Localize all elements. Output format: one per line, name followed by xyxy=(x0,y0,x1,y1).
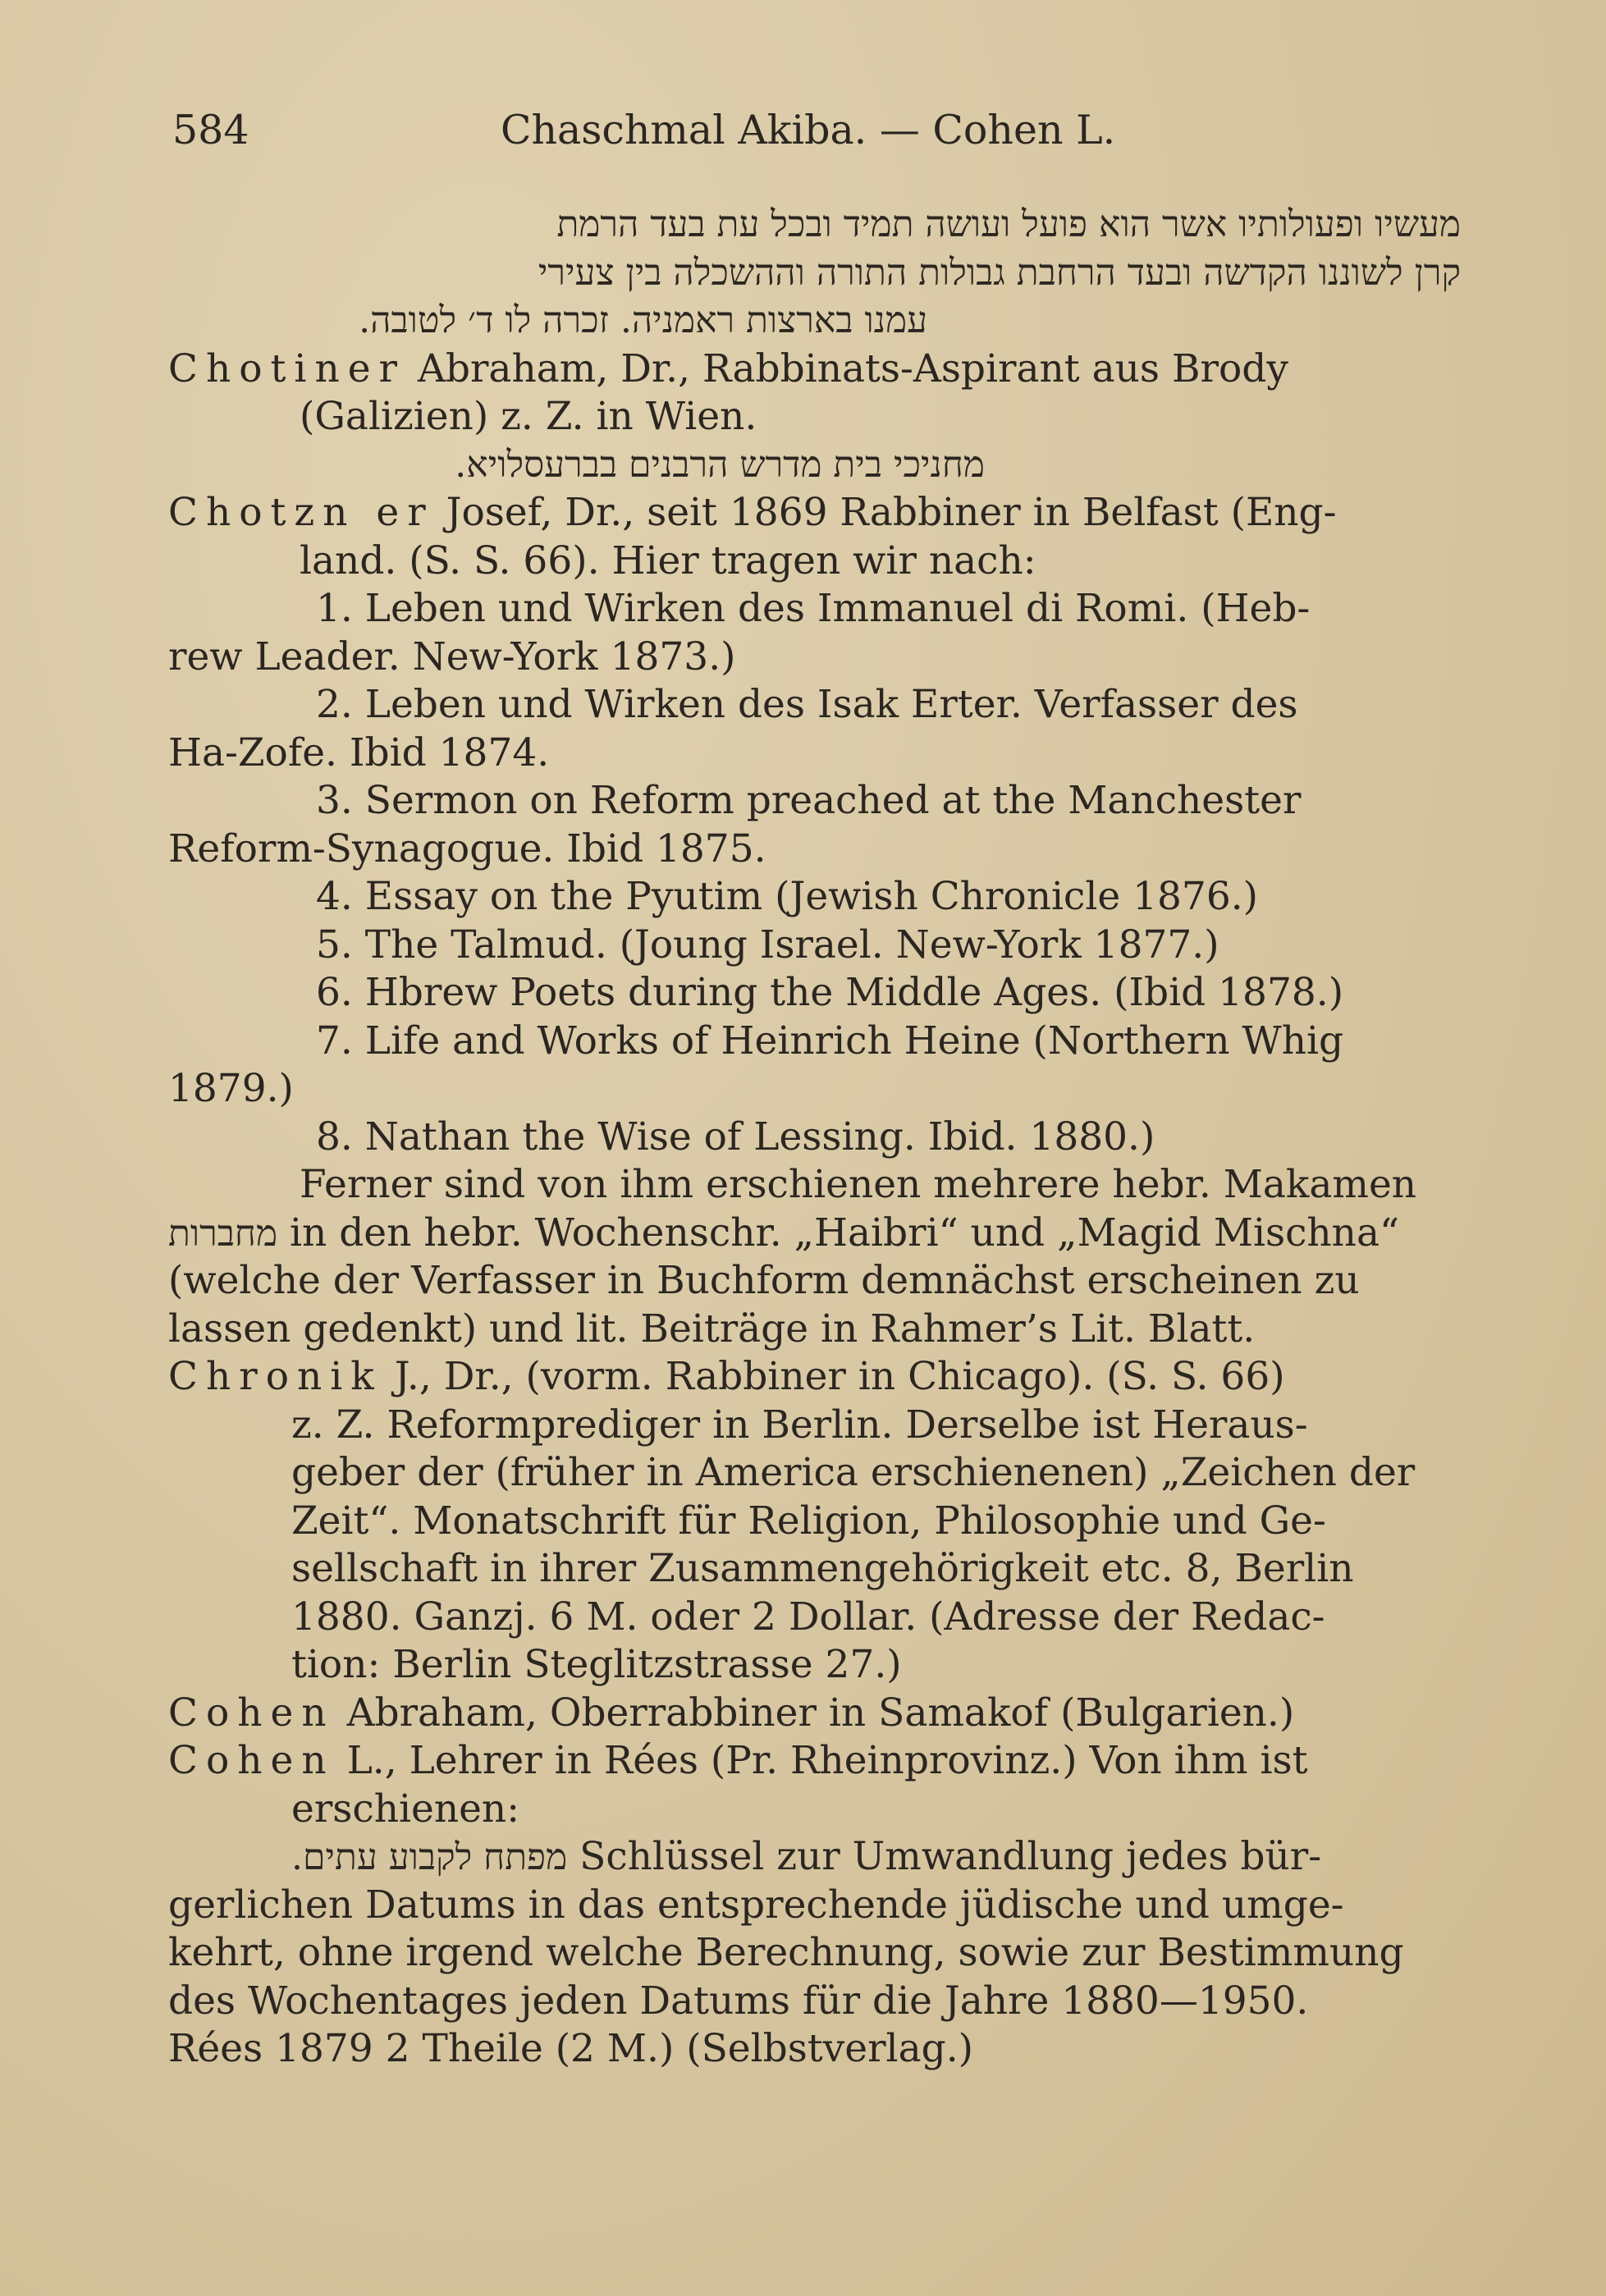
hebrew-line: עמנו בארצות ראמניה. זכרה לו ד׳ לטובה. xyxy=(359,300,927,341)
book-description-line: gerlichen Datums in das entsprechende jüdische und umge- xyxy=(168,1882,1344,1928)
paragraph-text: in den hebr. Wochenschr. „Haibri“ und „Magid Mischna“ xyxy=(277,1210,1400,1255)
entry-text: J., Dr., (vorm. Rabbiner in Chicago). (S. S. 66) xyxy=(382,1354,1285,1399)
book-description-line: Rées 1879 2 Theile (2 M.) (Selbstverlag.) xyxy=(168,2026,973,2071)
entry-text-line: z. Z. Reformprediger in Berlin. Derselbe ist Heraus- xyxy=(291,1402,1308,1448)
entry-name: Chotzn er xyxy=(168,490,434,535)
hebrew-line: מחניכי בית מדרש הרבנים בברעסלויא. xyxy=(455,443,985,486)
entry-chotiner xyxy=(168,345,1461,394)
entry-name: Chronik xyxy=(168,1354,382,1399)
entry-text: Abraham, Dr., Rabbinats-Aspirant aus Brody xyxy=(405,345,1288,391)
book-description-line: kehrt, ohne irgend welche Berechnung, sowie zur Bestimmung xyxy=(168,1930,1404,1975)
work-item: 3. Sermon on Reform preached at the Manchester xyxy=(316,778,1302,823)
page-number: 584 xyxy=(172,107,249,153)
work-item: 8. Nathan the Wise of Lessing. Ibid. 1880.) xyxy=(316,1114,1155,1159)
work-item-cont: Ha-Zofe. Ibid 1874. xyxy=(168,730,550,775)
hebrew-book-title: מפתח לקבוע עתים. xyxy=(291,1836,568,1878)
entry-text-line: Zeit“. Monatschrift für Religion, Philosophie und Ge- xyxy=(291,1498,1326,1544)
page-header xyxy=(172,107,1461,164)
book-title-line xyxy=(168,1833,1461,1882)
work-item-cont: Reform-Synagogue. Ibid 1875. xyxy=(168,826,766,871)
entry-text: Josef, Dr., seit 1869 Rabbiner in Belfast (Eng- xyxy=(433,490,1337,535)
book-description: Schlüssel zur Umwandlung jedes bür- xyxy=(567,1834,1322,1879)
entry-text-line: geber der (früher in America erschienenen) „Zeichen der xyxy=(291,1450,1416,1495)
hebrew-line: קרן לשוננו הקדשה ובעד הרחבת גבולות התורה וההשכלה בין צעירי xyxy=(538,251,1461,294)
paragraph-line: Ferner sind von ihm erschienen mehrere hebr. Makamen xyxy=(300,1162,1417,1207)
book-description-line: des Wochentages jeden Datums für die Jahre 1880—1950. xyxy=(168,1978,1309,2024)
entry-text: Abraham, Oberrabbiner in Samakof (Bulgarien.) xyxy=(334,1690,1295,1736)
entry-text-line: erschienen: xyxy=(291,1786,520,1832)
entry-text: L., Lehrer in Rées (Pr. Rheinprovinz.) Von ihm ist xyxy=(334,1738,1308,1783)
hebrew-line: מעשיו ופעולותיו אשר הוא פועל ועושה תמיד ובכל עת בעד הרמת xyxy=(556,204,1461,245)
page-body xyxy=(168,201,1461,2074)
entry-text-line: 1880. Ganzj. 6 M. oder 2 Dollar. (Adresse der Redac- xyxy=(291,1594,1325,1640)
work-item: 4. Essay on the Pyutim (Jewish Chronicle 1876.) xyxy=(316,874,1259,919)
entry-name: Cohen xyxy=(168,1738,335,1783)
entry-name: Cohen xyxy=(168,1690,335,1736)
work-item: 1. Leben und Wirken des Immanuel di Romi. (Heb- xyxy=(316,586,1311,631)
entry-cohen-l xyxy=(168,1737,1461,1786)
running-title: Chaschmal Akiba. — Cohen L. xyxy=(501,107,1116,153)
work-item-cont: rew Leader. New-York 1873.) xyxy=(168,633,736,679)
work-item: 6. Hbrew Poets during the Middle Ages. (Ibid 1878.) xyxy=(316,970,1344,1015)
paragraph-line: (welche der Verfasser in Buchform demnächst erscheinen zu xyxy=(168,1258,1360,1303)
entry-name: Chotiner xyxy=(168,345,405,391)
work-item: 2. Leben und Wirken des Isak Erter. Verfasser des xyxy=(316,682,1298,727)
paragraph-line xyxy=(168,1210,1461,1258)
entry-text-line: sellschaft in ihrer Zusammengehörigkeit etc. 8, Berlin xyxy=(291,1546,1354,1591)
work-item: 7. Life and Works of Heinrich Heine (Northern Whig xyxy=(316,1018,1344,1063)
paragraph-line: lassen gedenkt) und lit. Beiträge in Rahmer’s Lit. Blatt. xyxy=(168,1306,1256,1352)
entry-text-line: tion: Berlin Steglitzstrasse 27.) xyxy=(291,1642,902,1687)
work-item: 5. The Talmud. (Joung Israel. New-York 1877.) xyxy=(316,922,1219,967)
entry-text-line: land. (S. S. 66). Hier tragen wir nach: xyxy=(300,537,1036,583)
entry-chotzner xyxy=(168,489,1461,537)
entry-text-line: (Galizien) z. Z. in Wien. xyxy=(300,394,757,439)
hebrew-word: מחברות xyxy=(168,1212,278,1255)
entry-chronik xyxy=(168,1353,1461,1402)
entry-cohen-abraham xyxy=(168,1690,1461,1738)
work-item-cont: 1879.) xyxy=(168,1066,294,1111)
